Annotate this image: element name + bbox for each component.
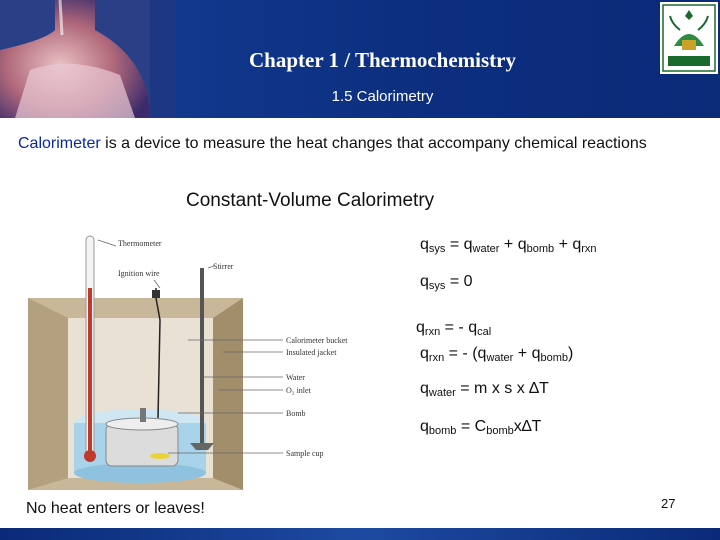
equation-6: $q_{bomb} = C_{bomb}x\Delta T$ xyxy=(420,418,542,437)
equation-3: $q_{rxn}$ = - $q_{cal}$ xyxy=(416,319,492,338)
university-logo-icon xyxy=(660,2,718,74)
footer-bar xyxy=(0,528,720,540)
label-stirrer: Stirrer xyxy=(213,262,234,271)
equation-1: $q_{sys} = q_{water} + q_{bomb} + q_{rxn}$ xyxy=(420,236,597,255)
label-sample-cup: Sample cup xyxy=(286,449,324,458)
label-ignition-wire: Ignition wire xyxy=(118,269,160,278)
intro-paragraph xyxy=(18,133,678,154)
section-subtitle: 1.5 Calorimetry xyxy=(331,88,434,105)
intro-text: is a device to measure the heat changes that accompany chemical reactions xyxy=(100,135,647,152)
bomb-calorimeter-diagram xyxy=(28,228,398,490)
page-number: 27 xyxy=(661,496,676,511)
label-thermometer: Thermometer xyxy=(118,239,162,248)
equation-5: $q_{water} = m$ x s x ∆T xyxy=(420,380,549,399)
header-banner xyxy=(0,0,720,118)
label-water: Water xyxy=(286,373,305,382)
equation-2: $q_{sys} = 0$ xyxy=(420,273,473,292)
page-title: Chapter 1 / Thermochemistry xyxy=(249,48,516,72)
label-o2-inlet: O₂ inlet xyxy=(286,386,311,395)
section-heading: Constant-Volume Calorimetry xyxy=(186,190,435,211)
calorimeter-term: Calorimeter xyxy=(18,135,101,152)
equation-4: $q_{rxn}$ = - $(q_{water} + q_{bomb})$ xyxy=(420,345,574,364)
label-insulated-jacket: Insulated jacket xyxy=(286,348,337,357)
footnote: No heat enters or leaves! xyxy=(26,500,205,517)
label-calorimeter-bucket: Calorimeter bucket xyxy=(286,336,348,345)
label-bomb: Bomb xyxy=(286,409,306,418)
